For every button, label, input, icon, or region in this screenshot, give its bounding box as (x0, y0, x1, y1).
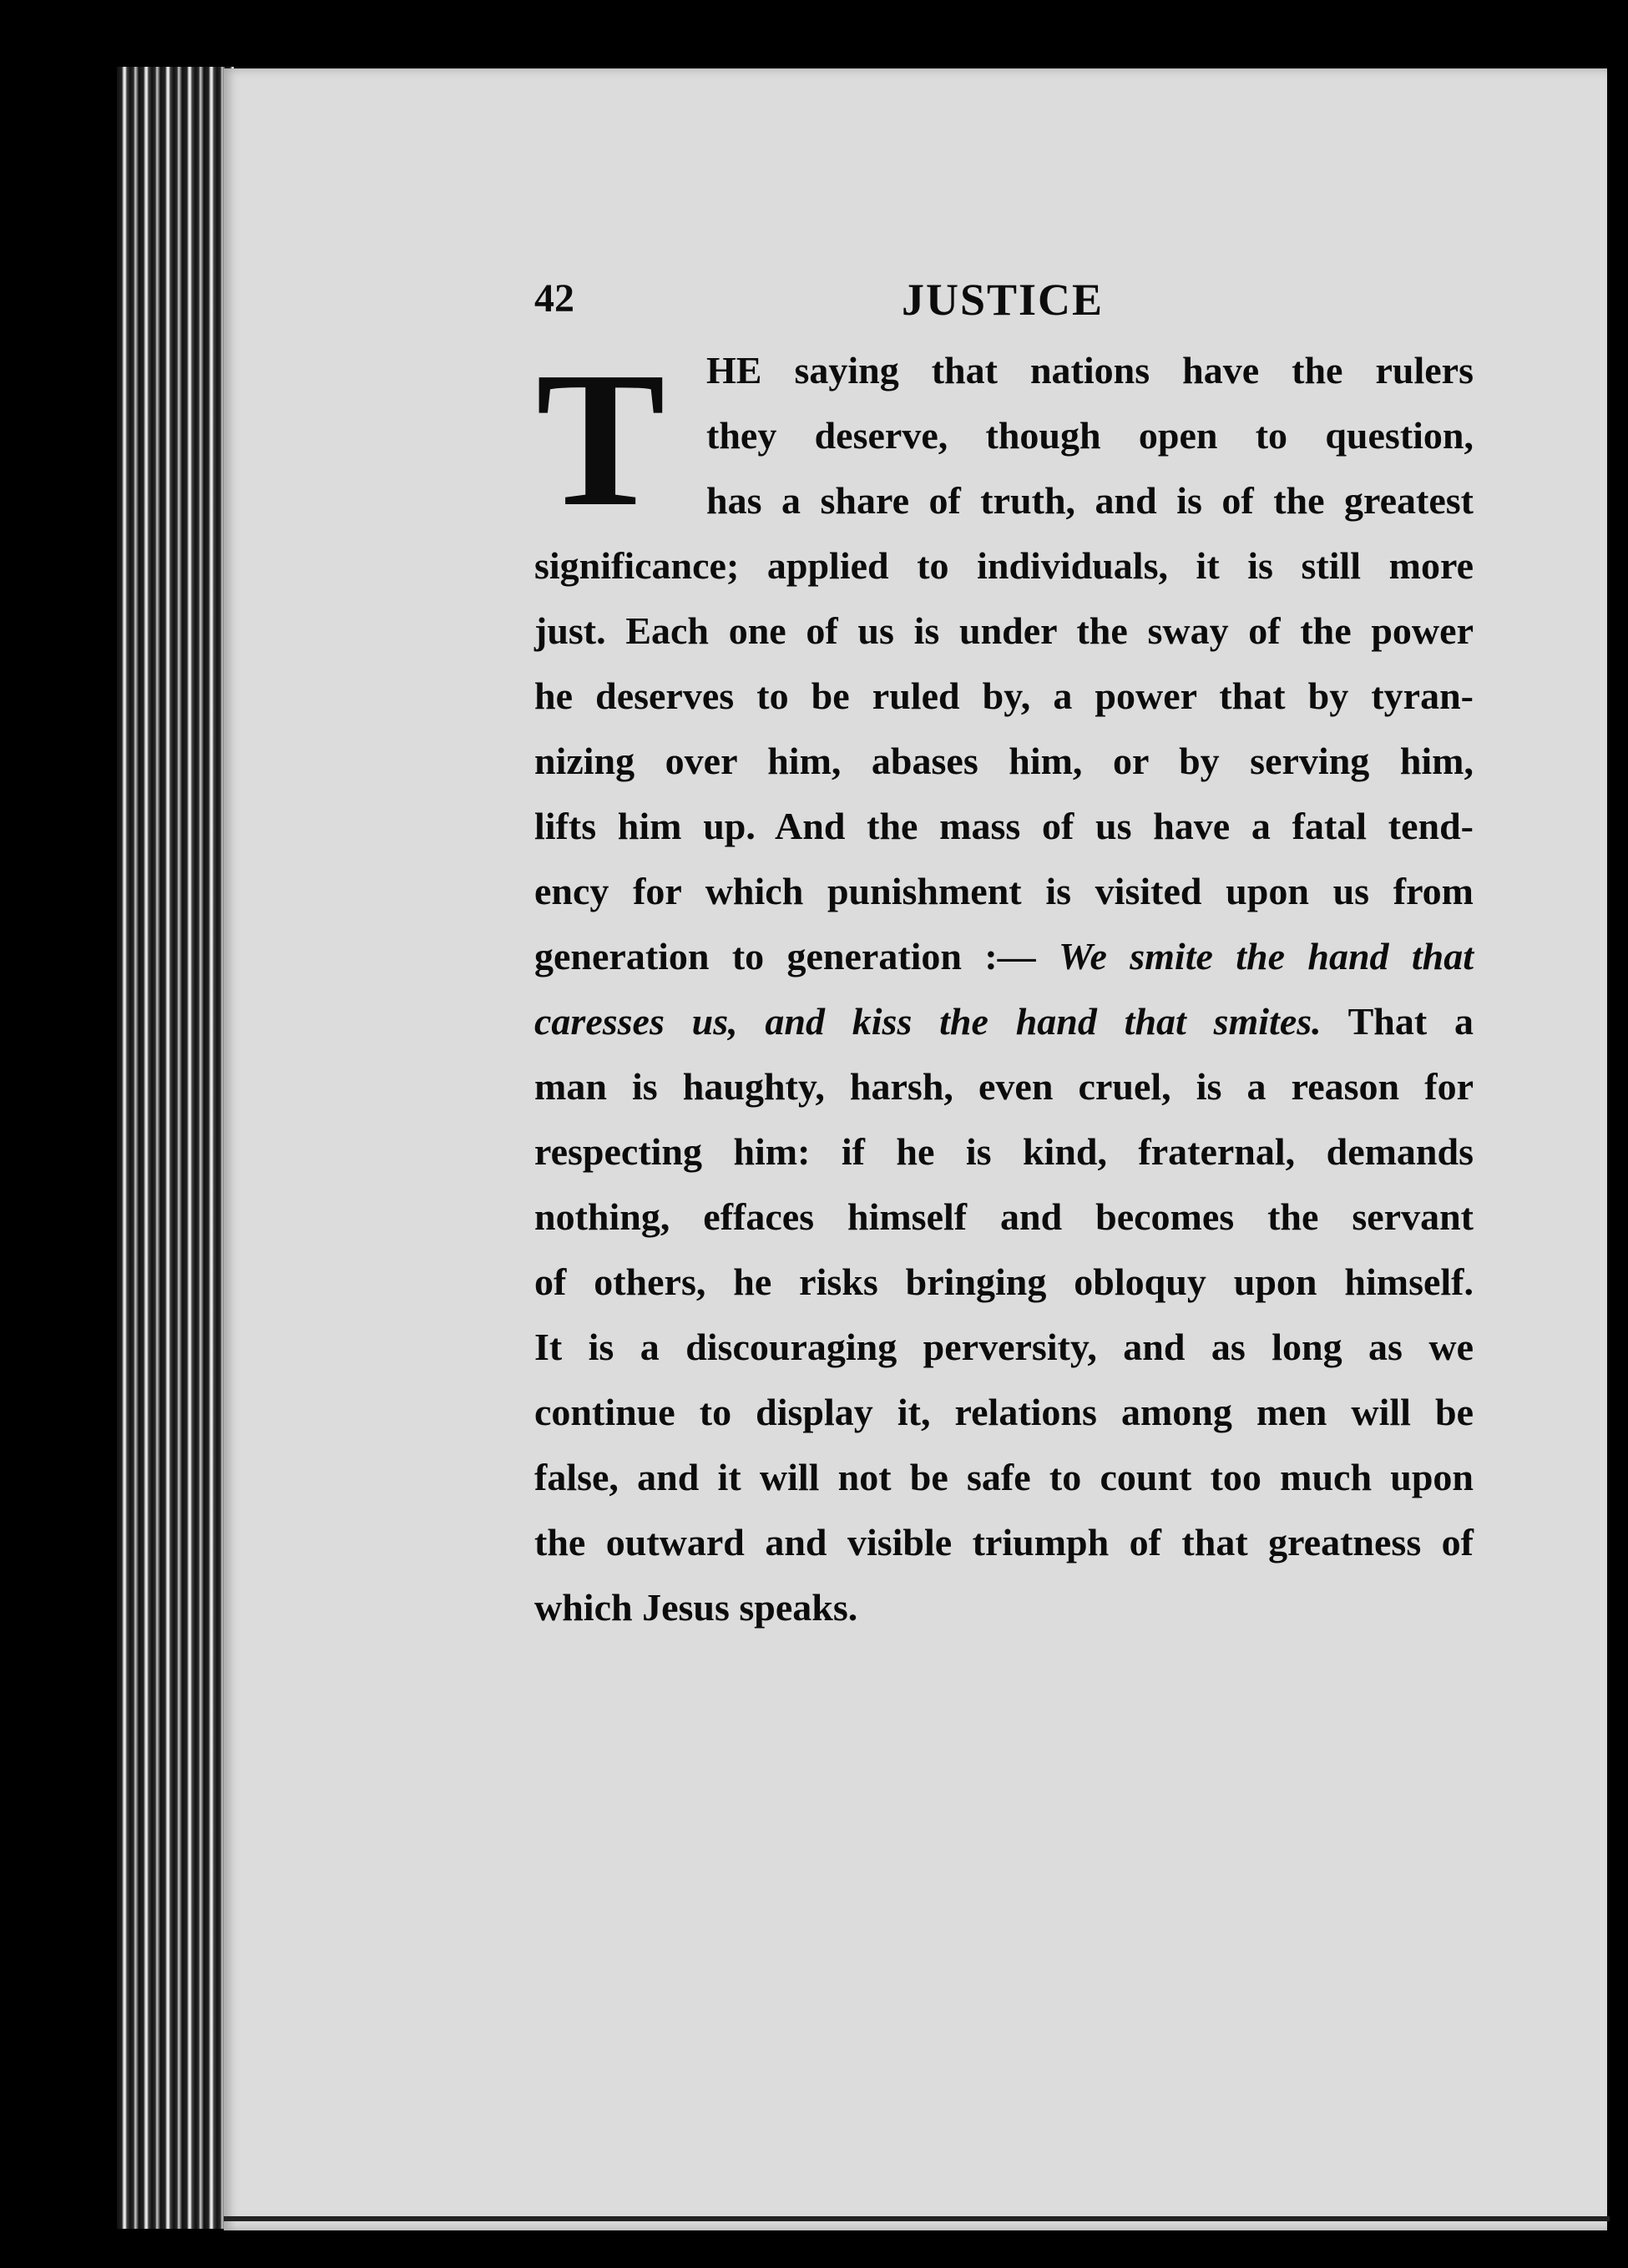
text-line: has a share of truth, and is of the greatest (706, 479, 1474, 522)
running-head: JUSTICE (902, 275, 1105, 325)
text-line (534, 924, 1474, 989)
text-line: lifts him up. And the mass of us have a fatal tend- (534, 805, 1474, 847)
text-line: false, and it will not be safe to count too much upon (534, 1456, 1474, 1498)
text-line (534, 989, 1474, 1054)
book-binding (117, 67, 234, 2229)
text-line: which Jesus speaks. (534, 1586, 858, 1629)
text-line: HE saying that nations have the rulers (706, 349, 1474, 391)
text-line: significance; applied to individuals, it is still more (534, 544, 1474, 587)
text-line: ency for which punishment is visited upon us from (534, 870, 1474, 912)
text-line: It is a discouraging perversity, and as long as we (534, 1326, 1474, 1368)
text-line: respecting him: if he is kind, fraternal, demands (534, 1130, 1474, 1173)
text-line: nizing over him, abases him, or by serving him, (534, 740, 1474, 782)
text-segment: That a (1321, 1000, 1474, 1043)
page-edge (1607, 68, 1628, 2230)
drop-cap: T (536, 332, 665, 547)
text-line: continue to display it, relations among men will be (534, 1391, 1474, 1433)
page-number: 42 (534, 276, 574, 321)
text-line: just. Each one of us is under the sway of the power (534, 609, 1474, 652)
text-line: the outward and visible triumph of that greatness of (534, 1521, 1474, 1563)
italic-quote: caresses us, and kiss the hand that smites. (534, 1000, 1322, 1043)
body-text (534, 332, 1474, 1640)
italic-quote: We smite the hand that (1059, 935, 1474, 977)
text-line: of others, he risks bringing obloquy upon himself. (534, 1260, 1474, 1303)
text-line: man is haughty, harsh, even cruel, is a reason for (534, 1065, 1474, 1108)
text-line: they deserve, though open to question, (706, 414, 1474, 457)
page-header (534, 265, 1463, 341)
text-line: nothing, effaces himself and becomes the servant (534, 1195, 1474, 1238)
text-segment: generation to generation :— (534, 935, 1059, 977)
page-bottom-edge (224, 2216, 1610, 2221)
text-line: he deserves to be ruled by, a power that by tyran- (534, 674, 1474, 717)
